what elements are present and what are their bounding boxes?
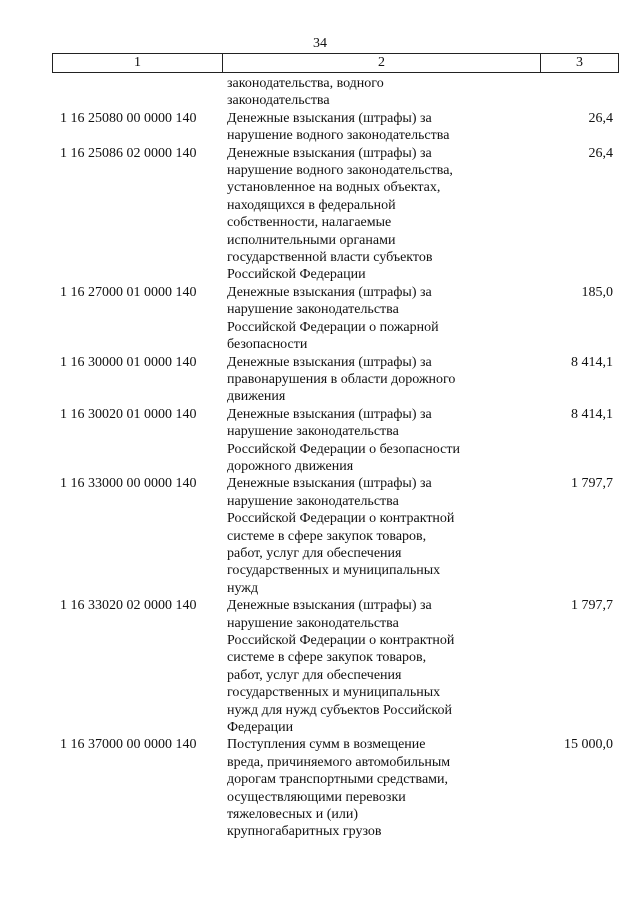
row-amount: 1 797,7 (571, 476, 613, 492)
row-description: законодательства, водного законодательства (227, 76, 384, 109)
column-header-1: 1 (53, 54, 223, 72)
row-amount (540, 75, 619, 110)
row-code (52, 75, 222, 110)
table-row (52, 475, 619, 597)
row-amount: 1 797,7 (571, 598, 613, 614)
table-row (52, 406, 619, 476)
column-header-3: 3 (576, 55, 583, 70)
page-number: 34 (313, 36, 327, 51)
column-header-2: 2 (223, 54, 541, 72)
row-amount: 26,4 (588, 110, 613, 126)
table-row (52, 736, 619, 840)
row-code: 1 16 25080 00 0000 140 (60, 110, 197, 126)
row-code: 1 16 37000 00 0000 140 (60, 737, 197, 753)
table-body (52, 75, 619, 841)
row-amount: 26,4 (588, 145, 613, 161)
table-row (52, 597, 619, 736)
row-amount: 185,0 (581, 284, 613, 300)
row-description: Денежные взыскания (штрафы) за нарушение законодательства Российской Федерации о контрактной системе в сфере закупок товаров, работ, услуг для обеспечения государственных и муниципальных нужд для нужд субъектов Российской Федерации (227, 598, 455, 736)
row-description: Денежные взыскания (штрафы) за нарушение законодательства Российской Федерации о пожарной безопасности (227, 284, 439, 353)
row-description: Поступления сумм в возмещение вреда, причиняемого автомобильным дорогам транспортными средствами, осуществляющими перевозки тяжеловесных и (или) крупногабаритных грузов (227, 737, 451, 840)
row-code: 1 16 30020 01 0000 140 (60, 406, 197, 422)
row-description: Денежные взыскания (штрафы) за правонарушения в области дорожного движения (227, 354, 456, 405)
row-description: Денежные взыскания (штрафы) за нарушение водного законодательства, установленное на водных объектах, находящихся в федеральной собственности, налагаемые исполнительными органами государственной власти субъектов Российской Федерации (227, 145, 453, 283)
row-description: Денежные взыскания (штрафы) за нарушение законодательства Российской Федерации о безопасности дорожного движения (227, 406, 460, 474)
row-amount: 8 414,1 (571, 354, 613, 370)
row-code: 1 16 30000 01 0000 140 (60, 354, 197, 370)
table-row (52, 75, 619, 110)
table-row (52, 284, 619, 354)
row-description: Денежные взыскания (штрафы) за нарушение водного законодательства (227, 110, 450, 144)
table-header (52, 53, 619, 73)
table-row (52, 145, 619, 284)
table-row (52, 110, 619, 145)
row-code: 1 16 33000 00 0000 140 (60, 476, 197, 492)
row-description: Денежные взыскания (штрафы) за нарушение законодательства Российской Федерации о контрактной системе в сфере закупок товаров, работ, услуг для обеспечения государственных и муниципальных нужд (227, 476, 455, 596)
table-row (52, 354, 619, 406)
row-code: 1 16 25086 02 0000 140 (60, 145, 197, 161)
row-code: 1 16 27000 01 0000 140 (60, 284, 197, 300)
row-code: 1 16 33020 02 0000 140 (60, 598, 197, 614)
row-amount: 15 000,0 (564, 737, 613, 753)
row-amount: 8 414,1 (571, 406, 613, 422)
